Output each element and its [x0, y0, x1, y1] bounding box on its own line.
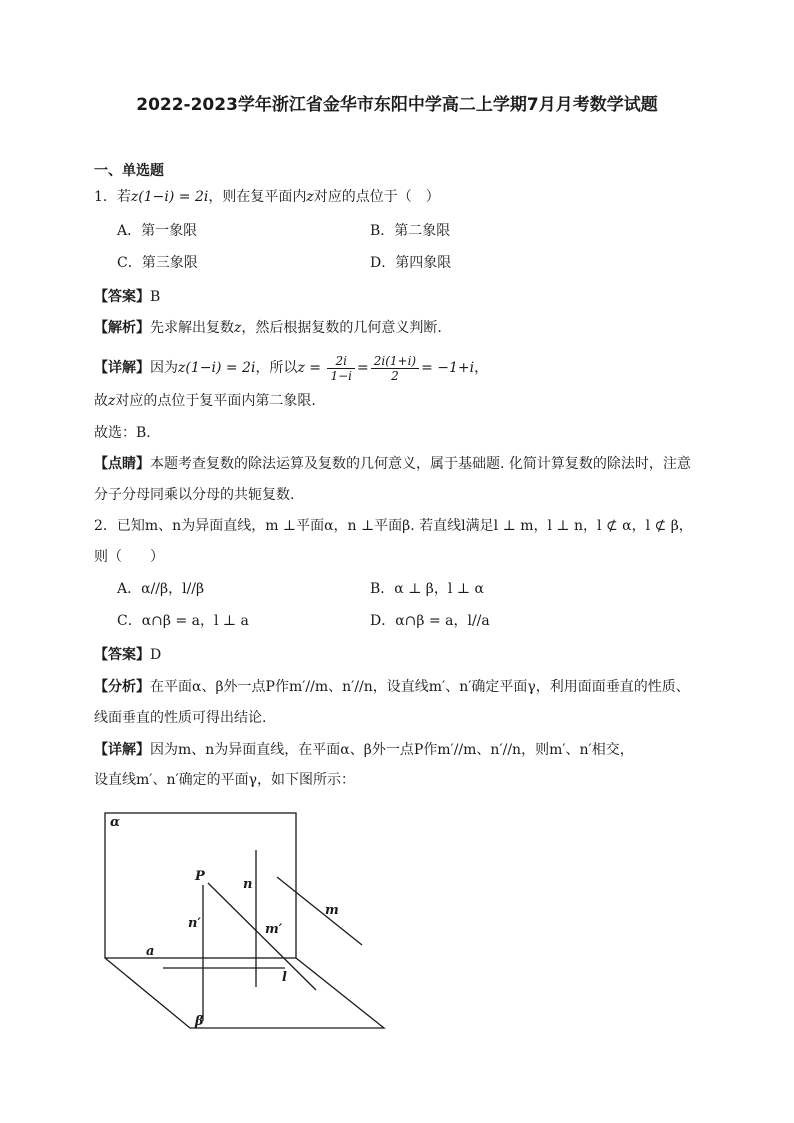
- equals-sign: =: [356, 360, 369, 376]
- q1-stem-text-a: 若: [116, 189, 131, 205]
- answer-tag: 【答案】: [94, 647, 150, 663]
- q1-choose: 故选：B.: [94, 425, 151, 441]
- q1-stem-text-b: ，则在复平面内: [208, 189, 307, 205]
- detail-line2-variable: z: [108, 393, 116, 409]
- answer-value: D: [150, 647, 162, 663]
- label-n-prime: n′: [188, 916, 201, 931]
- q1-number: 1．: [94, 189, 117, 205]
- detail-expression-2: z =: [297, 360, 321, 376]
- q2-option-a: A．α//β，l//β: [117, 581, 205, 597]
- analysis-text-b: ，然后根据复数的几何意义判断.: [241, 320, 442, 336]
- label-a: a: [146, 944, 155, 959]
- q2-detail-line-2: 设直线m′、n′确定的平面γ，如下图所示：: [94, 772, 356, 788]
- analysis-variable: z: [234, 320, 242, 336]
- label-alpha: α: [110, 815, 121, 830]
- detail-end: ，: [474, 360, 489, 376]
- detail-line2-b: 对应的点位于复平面内第二象限.: [115, 393, 316, 409]
- line-m: [277, 877, 362, 945]
- label-m: m: [325, 903, 339, 918]
- detail-tag: 【详解】: [94, 742, 150, 758]
- q2-option-b: B．α ⊥ β，l ⊥ α: [370, 581, 484, 597]
- detail-line2-a: 故: [94, 393, 108, 409]
- label-n: n: [243, 877, 253, 892]
- q2-option-d: D．α∩β = a，l//a: [370, 613, 490, 629]
- fraction-1-denominator: 1−i: [330, 368, 352, 383]
- analysis-text-a: 先求解出复数: [150, 320, 234, 336]
- q1-option-b: B．第二象限: [370, 223, 451, 239]
- answer-value: B: [150, 289, 161, 305]
- answer-tag: 【答案】: [94, 289, 150, 305]
- detail-text-b: ，所以: [255, 360, 298, 376]
- detail-text-1: 因为m、n为异面直线，在平面α、β外一点P作m′//m、n′//n，则m′、n′相交，: [150, 742, 634, 758]
- label-p: P: [195, 869, 205, 884]
- q2-stem: 2．已知m、n为异面直线，m ⊥平面α，n ⊥平面β. 若直线l满足l ⊥ m，l ⊥ n，l ⊄ α，l ⊄ β，: [94, 518, 693, 534]
- fraction-2-denominator: 2: [391, 368, 399, 383]
- label-m-prime: m′: [265, 922, 283, 937]
- analysis-tag: 【分析】: [94, 679, 150, 695]
- q1-option-c: C．第三象限: [117, 255, 198, 271]
- q1-stem-text-c: 对应的点位于（ ）: [313, 189, 440, 205]
- q2-option-c: C．α∩β = a，l ⊥ a: [117, 613, 249, 629]
- q2-stem-line-2: 则（ ）: [94, 549, 164, 565]
- page-title: 2022-2023学年浙江省金华市东阳中学高二上学期7月月考数学试题: [136, 95, 658, 115]
- q2-analysis-line-2: 线面垂直的性质可得出结论.: [94, 710, 267, 726]
- label-beta: β: [195, 1014, 204, 1029]
- detail-result: = −1+i: [421, 360, 475, 376]
- label-l: l: [282, 970, 287, 985]
- comment-text-1: 本题考查复数的除法运算及复数的几何意义，属于基础题. 化简计算复数的除法时，注意: [150, 456, 691, 472]
- q1-comment-line-2: 分子分母同乘以分母的共轭复数.: [94, 487, 295, 503]
- line-m-prime: [208, 883, 316, 990]
- comment-tag: 【点睛】: [94, 456, 150, 472]
- detail-expression-1: z(1−i) = 2i: [178, 360, 256, 376]
- q1-stem-variable: z: [306, 189, 314, 205]
- fraction-1-numerator: 2i: [327, 354, 355, 369]
- analysis-tag: 【解析】: [94, 320, 150, 336]
- section-heading: 一、单选题: [94, 163, 164, 179]
- detail-tag: 【详解】: [94, 360, 150, 376]
- q1-stem-expression: z(1−i) = 2i: [130, 189, 209, 205]
- analysis-text-1: 在平面α、β外一点P作m′//m、n′//n，设直线m′、n′确定平面γ，利用面面垂直的性质、: [150, 679, 690, 695]
- fraction-2-numerator: 2i(1+i): [371, 354, 419, 369]
- q1-option-a: A．第一象限: [117, 223, 198, 239]
- q1-option-d: D．第四象限: [370, 255, 452, 271]
- detail-text-a: 因为: [150, 360, 178, 376]
